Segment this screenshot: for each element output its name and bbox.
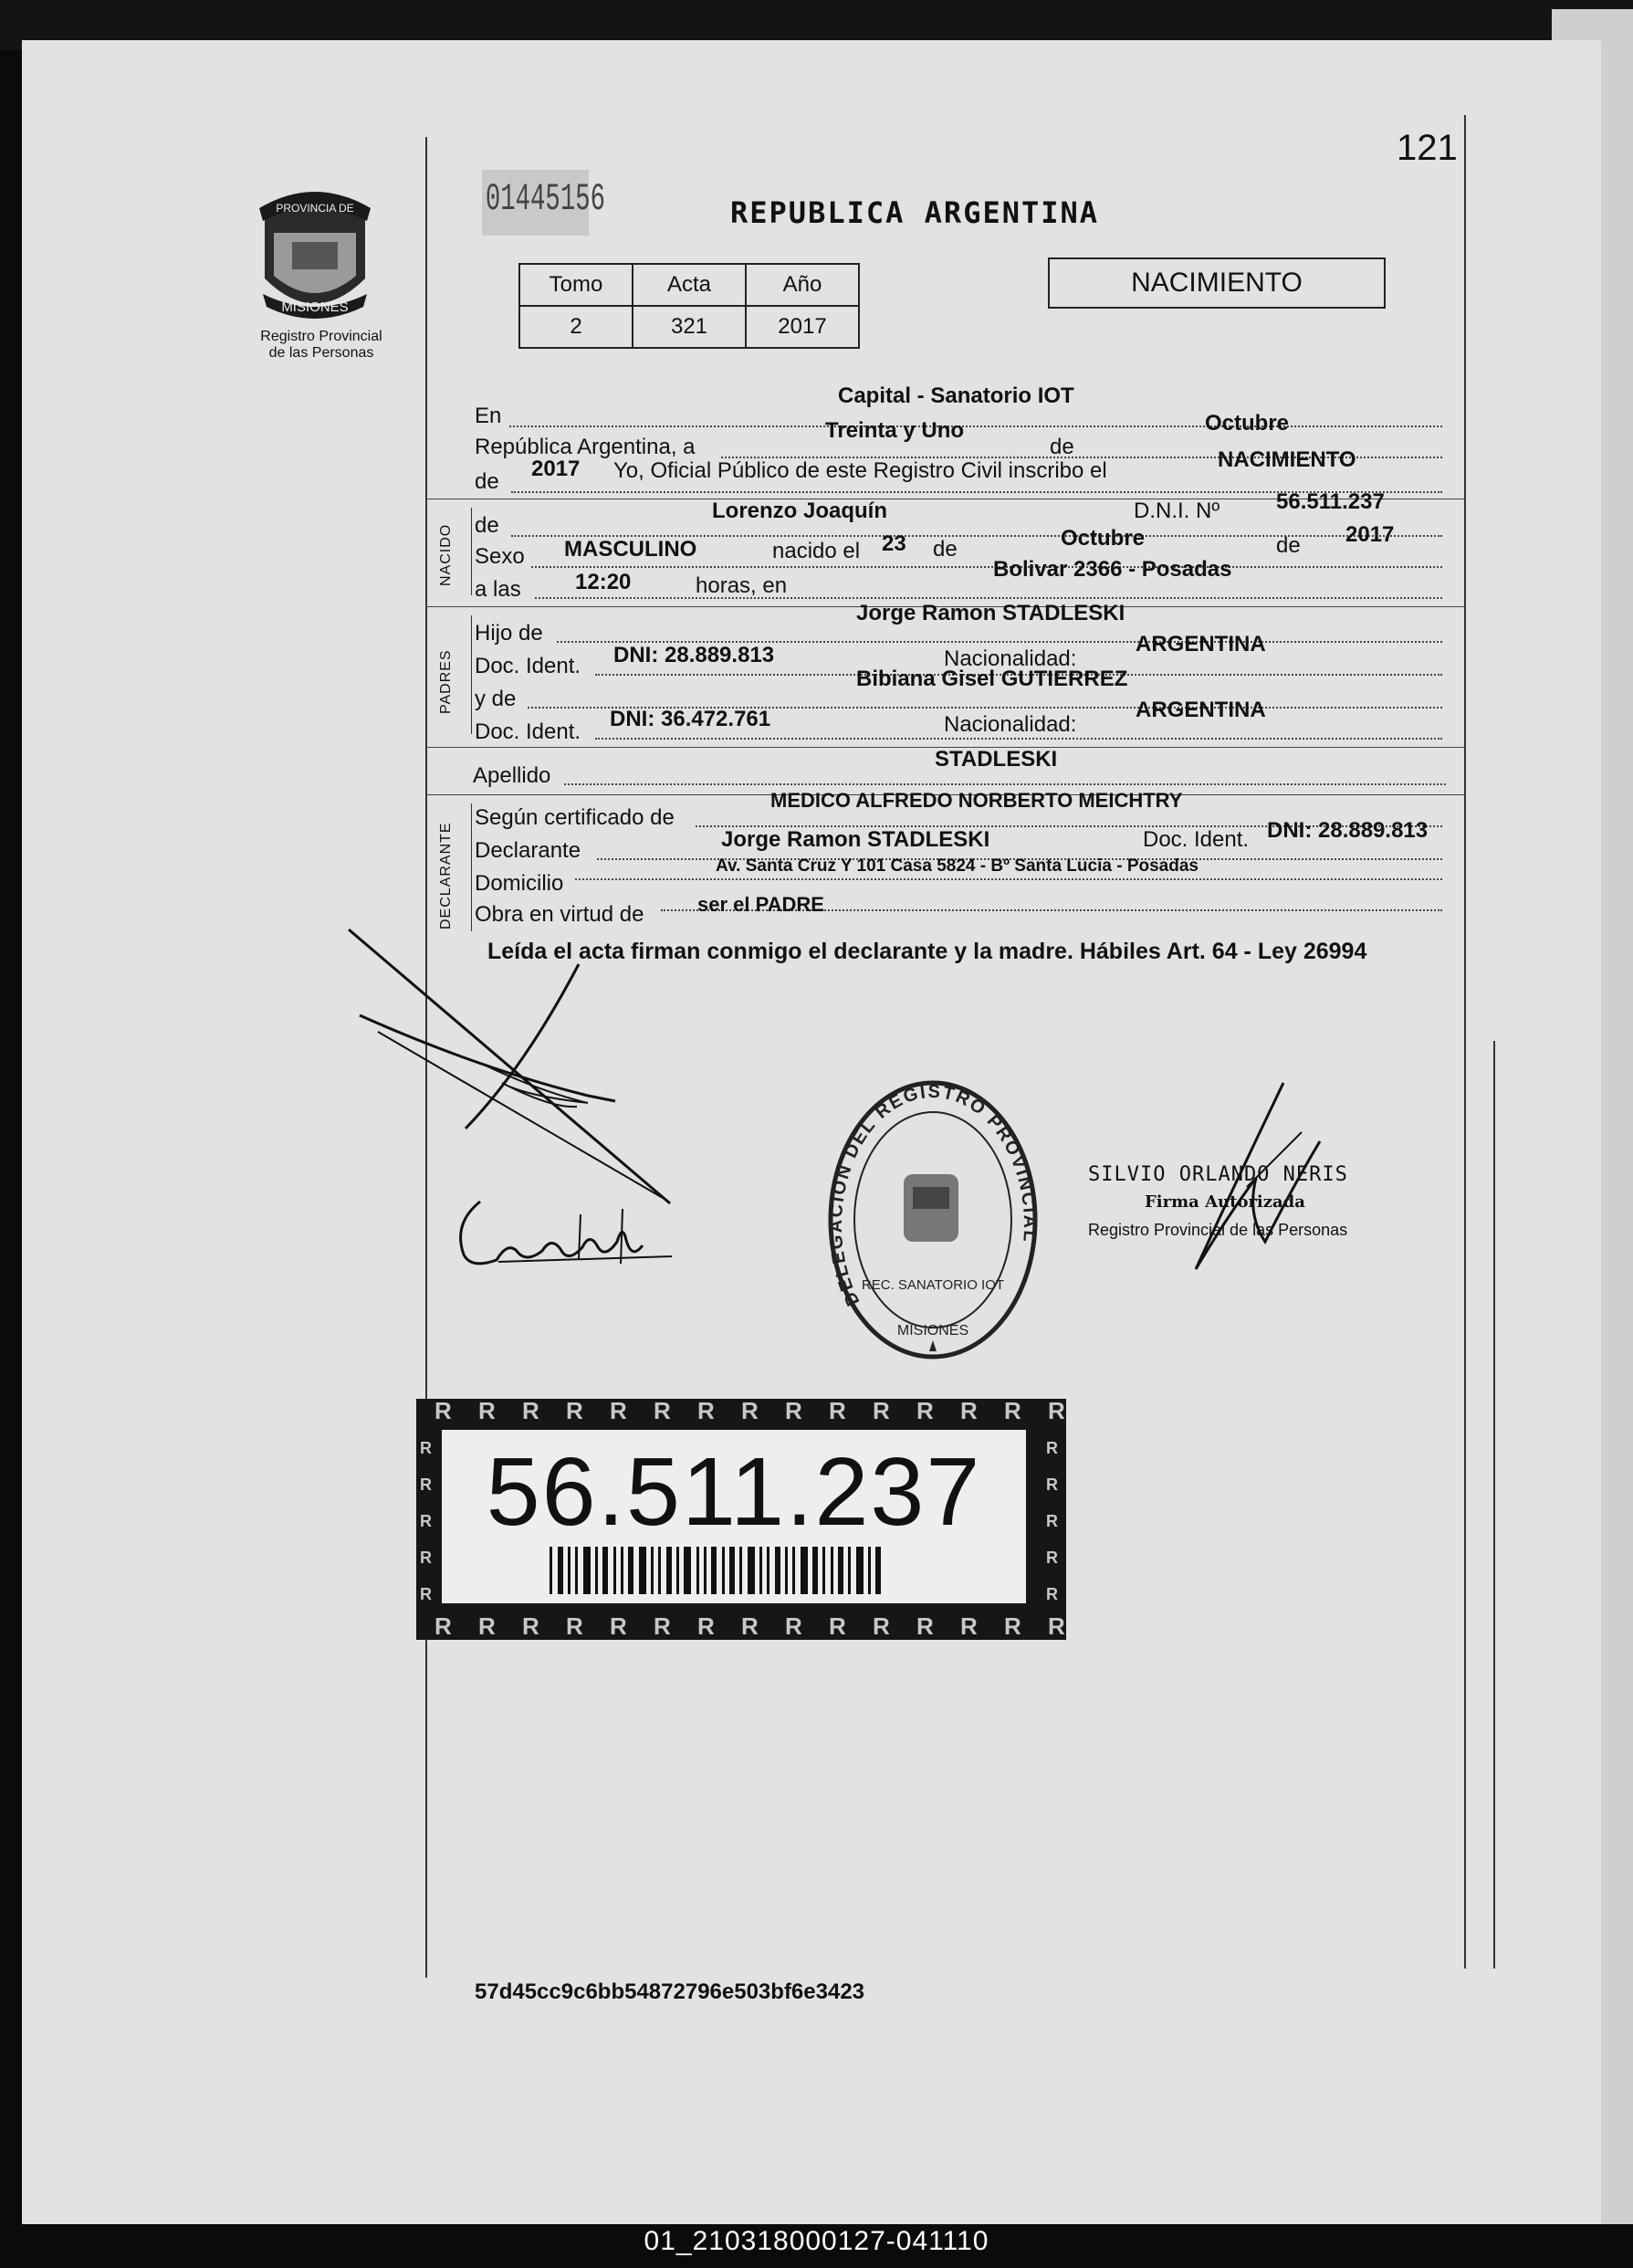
sticker-pattern-letter: R <box>741 1399 759 1424</box>
barcode-bar <box>704 1547 707 1594</box>
barcode-bar <box>651 1547 654 1594</box>
birth-day-value: 23 <box>882 531 906 556</box>
sticker-pattern-letter: R <box>478 1612 496 1640</box>
declarante-section-label: DECLARANTE <box>438 822 454 929</box>
sticker-pattern-letter: R <box>654 1612 671 1640</box>
tomo-value: 2 <box>519 306 633 348</box>
de-label-1: de <box>1050 435 1074 459</box>
barcode-bar <box>722 1547 725 1594</box>
sticker-pattern-letter: R <box>873 1399 890 1424</box>
sticker-pattern-letter: R <box>420 1512 432 1530</box>
father-doc-value: DNI: 28.889.813 <box>613 643 775 667</box>
day-value: Treinta y Uno <box>825 418 965 443</box>
y-de-label: y de <box>475 687 517 711</box>
barcode <box>550 1547 933 1594</box>
nacido-section-label: NACIDO <box>438 523 454 586</box>
de-label-3: de <box>933 537 958 562</box>
barcode-bar <box>711 1547 717 1594</box>
en-label: En <box>475 404 502 428</box>
logo-caption-line1: Registro Provincial <box>260 329 382 344</box>
sticker-pattern-letter: R <box>522 1612 539 1640</box>
registry-seal-stamp <box>823 1074 1042 1366</box>
mother-nationality-label: Nacionalidad: <box>944 712 1077 737</box>
apellido-label: Apellido <box>473 763 551 788</box>
barcode-bar <box>801 1547 808 1594</box>
tomo-header: Tomo <box>519 264 633 306</box>
barcode-bar <box>792 1547 795 1594</box>
barcode-bar <box>775 1547 780 1594</box>
sticker-pattern-letter: R <box>1048 1399 1065 1424</box>
scan-file-id: 01_210318000127-041110 <box>644 2226 989 2256</box>
barcode-bar <box>658 1547 661 1594</box>
mother-nationality-value: ARGENTINA <box>1136 698 1266 722</box>
sexo-label: Sexo <box>475 544 525 569</box>
declarant-signature <box>341 913 688 1214</box>
sticker-pattern-letter: R <box>697 1612 715 1640</box>
sticker-pattern-letter: R <box>1004 1399 1021 1424</box>
acta-header: Acta <box>633 264 746 306</box>
birth-year-value: 2017 <box>1345 522 1395 547</box>
acta-value: 321 <box>633 306 746 348</box>
dni-label: D.N.I. Nº <box>1134 499 1220 523</box>
barcode-bar <box>595 1547 598 1594</box>
logo-top-text: PROVINCIA DE <box>276 202 354 215</box>
sticker-pattern-letter: R <box>478 1399 496 1424</box>
barcode-bar <box>628 1547 633 1594</box>
sticker-pattern-letter: R <box>654 1399 671 1424</box>
father-doc-label: Doc. Ident. <box>475 654 581 678</box>
barcode-bar <box>812 1547 818 1594</box>
time-value: 12:20 <box>575 570 632 594</box>
stamp-bottom-text: MISIONES <box>896 1323 969 1339</box>
officer-name: SILVIO ORLANDO NERIS <box>1088 1163 1348 1186</box>
document-page <box>22 40 1601 2228</box>
barcode-bar <box>621 1547 623 1594</box>
cert-value: MEDICO ALFREDO NORBERTO MEICHTRY <box>770 789 1183 812</box>
barcode-bar <box>831 1547 833 1594</box>
sticker-pattern-letter: R <box>420 1439 432 1457</box>
republic-label: República Argentina, a <box>475 435 696 459</box>
right-margin-line <box>1464 115 1466 1969</box>
sticker-pattern-letter: R <box>420 1549 432 1567</box>
sticker-pattern-letter: R <box>610 1399 627 1424</box>
sticker-pattern-letter: R <box>785 1612 802 1640</box>
sticker-pattern-letter: R <box>916 1399 934 1424</box>
hijo-de-label: Hijo de <box>475 621 543 646</box>
declarante-label: Declarante <box>475 838 581 863</box>
stamp-inner-text: REC. SANATORIO IOT <box>861 1277 1005 1293</box>
dni-label-inner <box>442 1430 1026 1603</box>
sticker-pattern-letter: R <box>1046 1512 1058 1530</box>
mother-signature <box>444 1187 681 1297</box>
barcode-bar <box>602 1547 608 1594</box>
barcode-bar <box>868 1547 871 1594</box>
obra-value: ser el PADRE <box>697 893 824 916</box>
sticker-pattern-letter: R <box>916 1612 934 1640</box>
barcode-bar <box>558 1547 563 1594</box>
sticker-pattern-letter: R <box>1048 1612 1065 1640</box>
barcode-bar <box>729 1547 735 1594</box>
nacido-el-label: nacido el <box>772 539 861 563</box>
barcode-bar <box>676 1547 679 1594</box>
barcode-bar <box>838 1547 843 1594</box>
place-value: Capital - Sanatorio IOT <box>838 383 1074 408</box>
cert-label: Según certificado de <box>475 805 675 830</box>
barcode-bar <box>848 1547 851 1594</box>
sticker-pattern-letter: R <box>1046 1439 1058 1457</box>
father-nationality-label: Nacionalidad: <box>944 646 1077 671</box>
anio-header: Año <box>746 264 859 306</box>
barcode-bar <box>748 1547 755 1594</box>
obra-label: Obra en virtud de <box>475 902 644 927</box>
barcode-bar <box>759 1547 762 1594</box>
padres-section-label: PADRES <box>438 649 454 714</box>
province-shield-logo <box>246 192 383 329</box>
barcode-bar <box>822 1547 825 1594</box>
nacido-de-label: de <box>475 513 499 538</box>
father-name-value: Jorge Ramon STADLESKI <box>856 601 1125 625</box>
barcode-bar <box>613 1547 616 1594</box>
de-label-4: de <box>1276 533 1301 558</box>
de-label-2: de <box>475 469 499 494</box>
serial-number: 01445156 <box>482 170 589 236</box>
dni-big-number: 56.511.237 <box>486 1438 982 1546</box>
anio-value: 2017 <box>746 306 859 348</box>
sticker-pattern-letter: R <box>960 1612 978 1640</box>
sticker-pattern-letter: R <box>1046 1549 1058 1567</box>
sticker-pattern-letter: R <box>785 1399 802 1424</box>
sticker-pattern-letter: R <box>697 1399 715 1424</box>
birth-address-value: Bolivar 2366 - Posadas <box>993 557 1232 582</box>
sticker-pattern-letter: R <box>434 1612 452 1640</box>
logo-bottom-text: MISIONES <box>281 299 349 315</box>
officer-role: Firma Autorizada <box>1145 1192 1305 1212</box>
sticker-pattern-letter: R <box>1046 1585 1058 1603</box>
barcode-bar <box>568 1547 571 1594</box>
sticker-pattern-letter: R <box>829 1612 846 1640</box>
sticker-pattern-letter: R <box>960 1399 978 1424</box>
child-dni-value: 56.511.237 <box>1276 489 1385 514</box>
declarante-doc-label: Doc. Ident. <box>1143 827 1250 852</box>
barcode-bar <box>639 1547 646 1594</box>
barcode-bar <box>767 1547 769 1594</box>
page-number: 121 <box>1397 128 1458 168</box>
mother-doc-value: DNI: 36.472.761 <box>610 707 771 731</box>
barcode-bar <box>785 1547 788 1594</box>
birth-month-value: Octubre <box>1061 526 1146 551</box>
father-nationality-value: ARGENTINA <box>1136 632 1266 656</box>
sticker-pattern-letter: R <box>420 1585 432 1603</box>
apellido-value: STADLESKI <box>935 747 1058 772</box>
sticker-pattern-letter: R <box>434 1399 452 1424</box>
sticker-pattern-letter: R <box>741 1612 759 1640</box>
logo-caption <box>239 329 403 362</box>
barcode-bar <box>696 1547 699 1594</box>
declarante-doc-value: DNI: 28.889.813 <box>1267 818 1429 843</box>
document-title: REPUBLICA ARGENTINA <box>730 195 1100 230</box>
sticker-pattern-letter: R <box>1046 1475 1058 1494</box>
officer-office: Registro Provincial de las Personas <box>1088 1221 1348 1239</box>
barcode-bar <box>739 1547 742 1594</box>
book-reference-table <box>518 263 860 349</box>
event-value: NACIMIENTO <box>1218 447 1356 472</box>
officer-label: Yo, Oficial Público de este Registro Civil inscribo el <box>613 458 1107 483</box>
barcode-bar <box>666 1547 672 1594</box>
domicilio-label: Domicilio <box>475 871 564 896</box>
stamp-outer-text: DELEGACION DEL REGISTRO PROVINCIAL <box>825 1081 1041 1309</box>
a-las-label: a las <box>475 577 521 602</box>
barcode-bar <box>875 1547 881 1594</box>
barcode-bar <box>856 1547 864 1594</box>
barcode-bar <box>575 1547 578 1594</box>
barcode-bar <box>684 1547 691 1594</box>
sticker-pattern-letter: R <box>566 1612 583 1640</box>
year-value: 2017 <box>531 457 581 481</box>
dni-label-sticker <box>416 1399 1066 1640</box>
sticker-pattern-letter: R <box>829 1399 846 1424</box>
mother-name-value: Bibiana Gisel GUTIERREZ <box>856 667 1128 691</box>
sticker-pattern-letter: R <box>566 1399 583 1424</box>
logo-caption-line2: de las Personas <box>268 345 374 361</box>
sticker-pattern-letter: R <box>873 1612 890 1640</box>
sticker-pattern-letter: R <box>1004 1612 1021 1640</box>
sexo-value: MASCULINO <box>564 537 697 562</box>
mother-doc-label: Doc. Ident. <box>475 719 581 744</box>
horas-label: horas, en <box>696 573 788 598</box>
barcode-bar <box>550 1547 552 1594</box>
domicilio-value: Av. Santa Cruz Y 101 Casa 5824 - Bº Santa Lucia - Posadas <box>716 856 1199 876</box>
month-value: Octubre <box>1205 411 1290 436</box>
closing-statement: Leída el acta firman conmigo el declarante y la madre. Hábiles Art. 64 - Ley 26994 <box>487 939 1367 964</box>
declarante-name-value: Jorge Ramon STADLESKI <box>721 827 990 852</box>
sticker-pattern-letter: R <box>420 1475 432 1494</box>
barcode-bar <box>583 1547 591 1594</box>
child-name-value: Lorenzo Joaquín <box>712 499 887 523</box>
record-type-box: NACIMIENTO <box>1048 257 1386 309</box>
sticker-pattern-letter: R <box>522 1399 539 1424</box>
right-margin-line-inner <box>1493 1041 1495 1969</box>
sticker-pattern-letter: R <box>610 1612 627 1640</box>
document-hash: 57d45cc9c6bb54872796e503bf6e3423 <box>475 1979 865 2004</box>
officer-block <box>1088 1161 1348 1244</box>
